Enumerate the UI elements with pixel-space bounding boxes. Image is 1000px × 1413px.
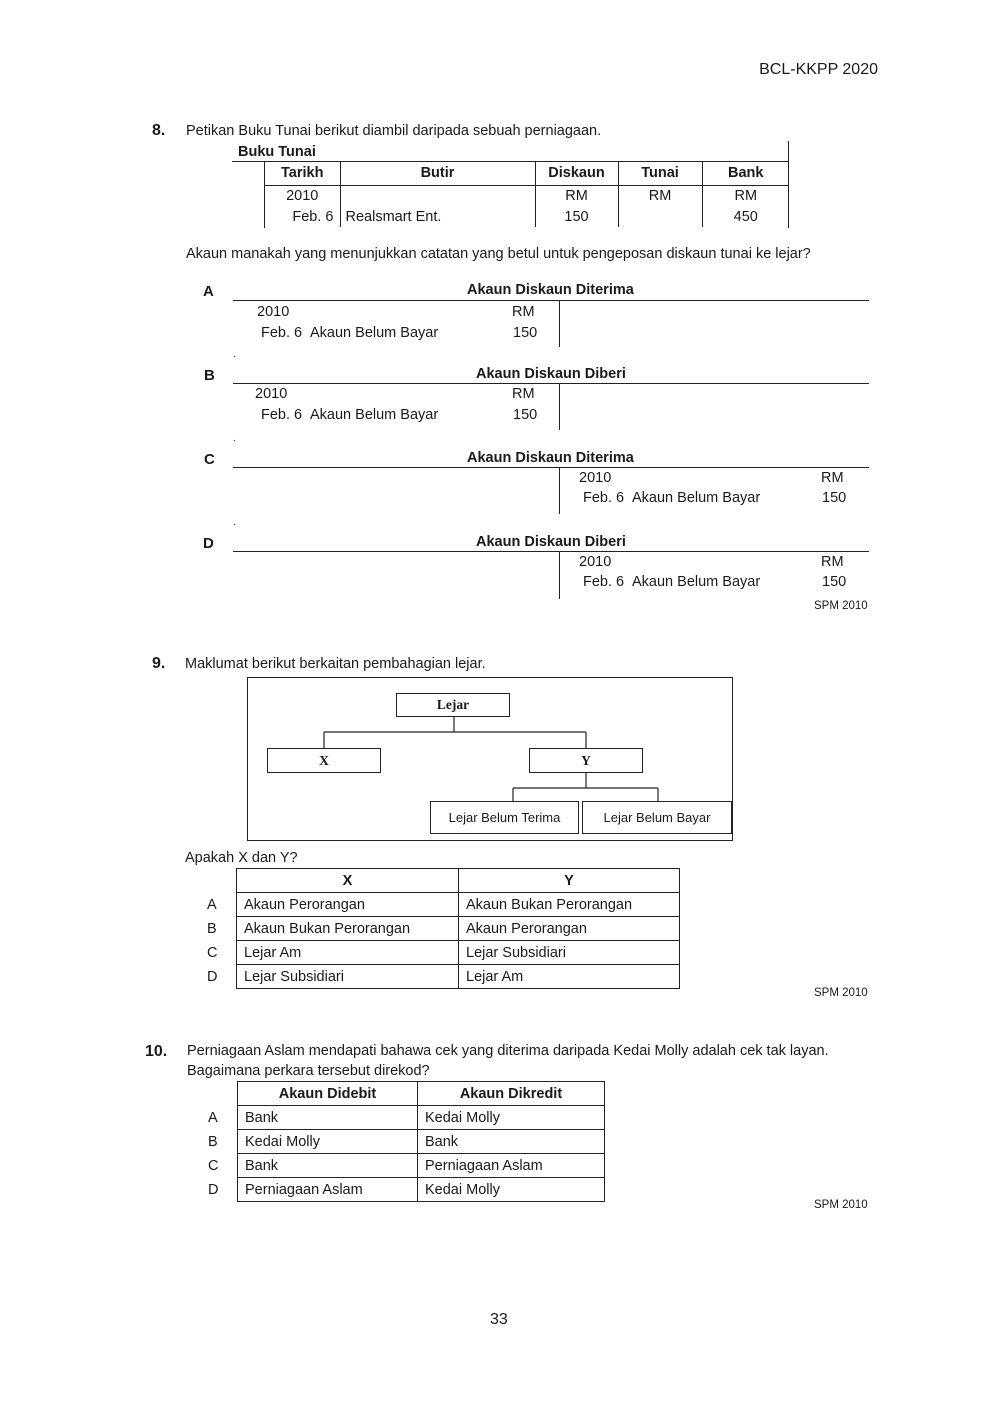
cashbook-cell (618, 206, 702, 227)
ledger-date: Feb. 6 (261, 325, 303, 341)
option-letter: D (207, 968, 218, 985)
table-cell: Kedai Molly (418, 1106, 605, 1130)
ledger-date: Feb. 6 (261, 407, 303, 423)
ledger-diagram (247, 677, 733, 841)
ledger-date: Feb. 6 (583, 490, 625, 506)
cashbook-title: Buku Tunai (238, 144, 316, 160)
cashbook-cell: RM (618, 185, 702, 206)
q9-option-a[interactable] (200, 893, 680, 917)
ledger-account: Akaun Belum Bayar (310, 325, 439, 341)
cashbook-header-bank: Bank (702, 161, 789, 185)
q10-number: 10. (145, 1043, 168, 1060)
q10-stem-2: Bagaimana perkara tersebut direkod? (187, 1063, 430, 1079)
table-cell: Lejar Subsidiari (237, 965, 459, 989)
option-letter: D (208, 1181, 219, 1198)
column-header-y: Y (459, 869, 680, 893)
q8-source: SPM 2010 (814, 600, 868, 612)
option-letter: D (203, 535, 214, 552)
ledger-year: 2010 (579, 470, 612, 486)
ledger-amount: 150 (513, 407, 538, 423)
diagram-node-payable: Lejar Belum Bayar (582, 801, 732, 834)
q9-option-d[interactable] (200, 965, 680, 989)
ledger-amount: 150 (822, 490, 847, 506)
ledger-account: Akaun Belum Bayar (632, 574, 761, 590)
ledger-year: 2010 (579, 554, 612, 570)
q9-stem: Maklumat berikut berkaitan pembahagian lejar. (185, 656, 486, 672)
diagram-node-root: Lejar (396, 693, 510, 717)
table-cell: Lejar Am (237, 941, 459, 965)
q8-stem: Petikan Buku Tunai berikut diambil daripada sebuah perniagaan. (186, 123, 602, 139)
cashbook-cell: RM (535, 185, 618, 206)
table-cell: Lejar Subsidiari (459, 941, 680, 965)
diagram-node-x: X (267, 748, 381, 773)
option-letter: A (208, 1109, 218, 1126)
diagram-node-receivable: Lejar Belum Terima (430, 801, 579, 834)
table-cell: Perniagaan Aslam (418, 1154, 605, 1178)
q10-answer-table (201, 1081, 605, 1202)
q8-number: 8. (152, 122, 166, 139)
option-letter: A (207, 896, 217, 913)
cashbook-cell: 150 (535, 206, 618, 227)
column-header-x: X (237, 869, 459, 893)
table-cell: Akaun Bukan Perorangan (237, 917, 459, 941)
table-cell: Bank (418, 1130, 605, 1154)
cashbook-header-discount: Diskaun (535, 161, 618, 185)
table-cell: Bank (238, 1106, 418, 1130)
cashbook-cell: Feb. 6 (265, 206, 340, 227)
q10-option-d[interactable] (201, 1178, 605, 1202)
cashbook-cell: 2010 (265, 185, 340, 206)
column-header-debit: Akaun Didebit (238, 1082, 418, 1106)
q9-option-c[interactable] (200, 941, 680, 965)
ledger-amount: 150 (822, 574, 847, 590)
ledger-unit: RM (821, 554, 844, 570)
option-letter: B (204, 367, 215, 384)
diagram-node-y: Y (529, 748, 643, 773)
ledger-unit: RM (821, 470, 844, 486)
q9-answer-table (200, 868, 680, 989)
ledger-account: Akaun Belum Bayar (310, 407, 439, 423)
q10-option-a[interactable] (201, 1106, 605, 1130)
option-letter: C (204, 451, 215, 468)
option-letter: B (208, 1133, 218, 1150)
ledger-year: 2010 (257, 304, 290, 320)
ledger-date: Feb. 6 (583, 574, 625, 590)
ledger-unit: RM (512, 304, 535, 320)
option-letter: C (208, 1157, 219, 1174)
ledger-year: 2010 (255, 386, 288, 402)
q10-stem-1: Perniagaan Aslam mendapati bahawa cek yang diterima daripada Kedai Molly adalah cek tak layan. (187, 1043, 829, 1059)
cashbook-cell (340, 185, 535, 206)
cashbook-header-cash: Tunai (618, 161, 702, 185)
option-letter: B (207, 920, 217, 937)
cashbook-header-date: Tarikh (265, 161, 340, 185)
q10-source: SPM 2010 (814, 1199, 868, 1211)
ledger-title: Akaun Diskaun Diberi (476, 366, 626, 382)
q10-option-b[interactable] (201, 1130, 605, 1154)
q9-question: Apakah X dan Y? (185, 850, 298, 866)
cashbook-header-particulars: Butir (340, 161, 535, 185)
table-cell: Akaun Perorangan (459, 917, 680, 941)
table-cell: Bank (238, 1154, 418, 1178)
q10-option-c[interactable] (201, 1154, 605, 1178)
table-cell: Kedai Molly (418, 1178, 605, 1202)
q8-question: Akaun manakah yang menunjukkan catatan yang betul untuk pengeposan diskaun tunai ke lejar? (186, 246, 811, 262)
q9-option-b[interactable] (200, 917, 680, 941)
table-cell: Akaun Perorangan (237, 893, 459, 917)
q9-source: SPM 2010 (814, 987, 868, 999)
option-letter: A (203, 283, 214, 300)
table-cell: Kedai Molly (238, 1130, 418, 1154)
ledger-title: Akaun Diskaun Diterima (467, 450, 634, 466)
q9-number: 9. (152, 655, 166, 672)
cashbook-table (265, 161, 789, 227)
ledger-amount: 150 (513, 325, 538, 341)
table-cell: Perniagaan Aslam (238, 1178, 418, 1202)
ledger-title: Akaun Diskaun Diberi (476, 534, 626, 550)
option-letter: C (207, 944, 218, 961)
column-header-credit: Akaun Dikredit (418, 1082, 605, 1106)
page-number: 33 (490, 1311, 508, 1328)
ledger-title: Akaun Diskaun Diterima (467, 282, 634, 298)
cashbook-cell: 450 (733, 208, 758, 225)
table-cell: Lejar Am (459, 965, 680, 989)
ledger-unit: RM (512, 386, 535, 402)
cashbook-cell: Realsmart Ent. (340, 206, 535, 227)
ledger-account: Akaun Belum Bayar (632, 490, 761, 506)
header-code: BCL-KKPP 2020 (759, 61, 878, 78)
table-cell: Akaun Bukan Perorangan (459, 893, 680, 917)
cashbook-cell: RM (734, 187, 758, 204)
